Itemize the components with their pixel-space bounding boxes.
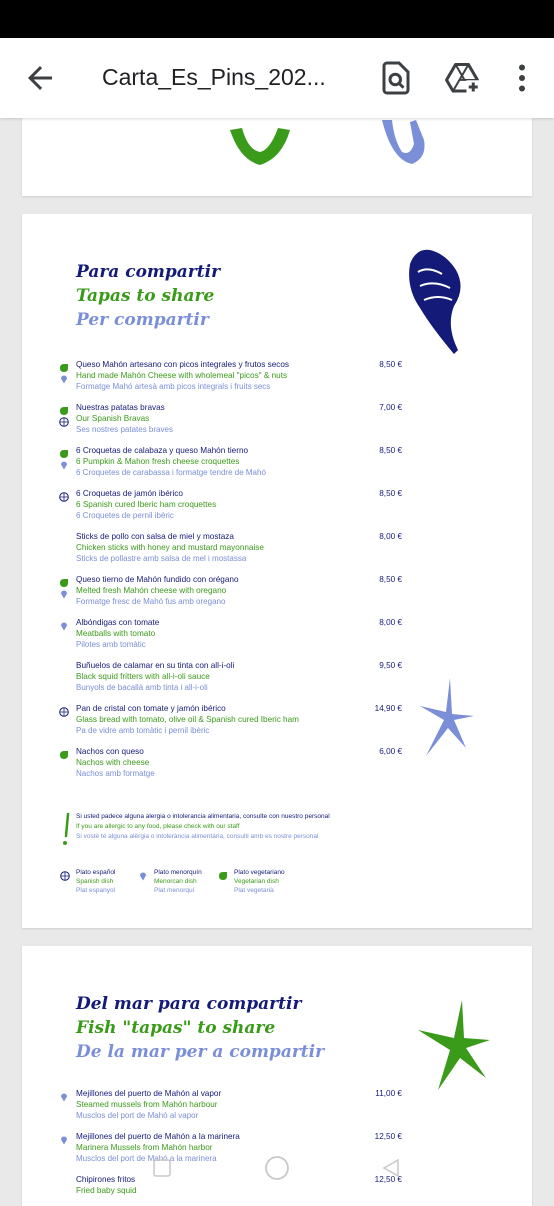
- spanish-dish-icon: [60, 868, 70, 886]
- item-name-ca: 6 Croquetes de carabassa i formatge tendre de Mahó: [76, 468, 266, 477]
- blue-brush-illustration: [372, 110, 432, 170]
- menu-item: [22, 403, 532, 443]
- item-name-en: Our Spanish Bravas: [76, 414, 150, 423]
- menorcan-dish-icon: [59, 1089, 69, 1099]
- item-name-es: Sticks de pollo con salsa de miel y mostaza: [76, 532, 234, 541]
- item-price: 12,50 €: [374, 1132, 402, 1141]
- item-name-ca: Musclos del port de Mahó a la marinera: [76, 1154, 217, 1163]
- item-name-ca: Formatge fresc de Mahó fus amb oregano: [76, 597, 226, 606]
- vegetarian-dish-icon: [59, 446, 69, 456]
- menorcan-dish-icon: [138, 868, 148, 886]
- legend-label-en: Vegetarian dish: [234, 878, 279, 885]
- item-name-ca: Nachos amb formatge: [76, 769, 155, 778]
- item-name-es: Albóndigas con tomate: [76, 618, 160, 627]
- allergy-note-en: If you are allergic to any food, please check with our staff: [76, 823, 240, 830]
- menu-item: [22, 575, 532, 615]
- legend-label-ca: Plat vegetarià: [234, 887, 274, 894]
- allergy-note-ca: Si vostè té alguna alèrgia o intolerància alimentària, consulti amb es nostre personal: [76, 833, 319, 840]
- more-options-icon[interactable]: [504, 60, 540, 96]
- item-name-en: 6 Spanish cured Iberic ham croquettes: [76, 500, 217, 509]
- section-title-es: Para compartir: [76, 262, 221, 282]
- recent-apps-icon[interactable]: [152, 1158, 172, 1178]
- menu-item: [22, 360, 532, 400]
- item-price: 9,50 €: [379, 661, 402, 670]
- item-name-ca: Formatge Mahó artesà amb picos integrals i fruits secs: [76, 382, 271, 391]
- menu-item: [22, 489, 532, 529]
- document-title: Carta_Es_Pins_202...: [102, 64, 326, 90]
- legend-label-ca: Plat menorquí: [154, 887, 195, 894]
- item-name-es: Chipirones fritos: [76, 1175, 136, 1184]
- search-in-document-icon[interactable]: [378, 60, 414, 96]
- item-price: 8,50 €: [379, 360, 402, 369]
- section-title-en: Tapas to share: [76, 286, 215, 306]
- item-name-es: Queso tierno de Mahón fundido con orégano: [76, 575, 239, 584]
- section-title-ca: Per compartir: [76, 310, 209, 330]
- item-name-en: Steamed mussels from Mahón harbour: [76, 1100, 218, 1109]
- spanish-dish-icon: [59, 704, 69, 714]
- legend-label-ca: Plat espanyol: [76, 887, 116, 894]
- item-name-en: Marinera Mussels from Mahón harbor: [76, 1143, 213, 1152]
- item-name-es: 6 Croquetas de jamón ibérico: [76, 489, 183, 498]
- item-price: 14,90 €: [374, 704, 402, 713]
- pdf-page-tapas: [22, 214, 532, 928]
- item-name-en: Nachos with cheese: [76, 758, 150, 767]
- item-price: 11,00 €: [375, 1089, 402, 1098]
- item-name-ca: Musclos del port de Mahó al vapor: [76, 1111, 199, 1120]
- item-price: 8,00 €: [379, 618, 402, 627]
- item-name-es: Queso Mahón artesano con picos integrales y frutos secos: [76, 360, 289, 369]
- item-name-en: Melted fresh Mahón cheese with oregano: [76, 586, 227, 595]
- menorcan-dish-icon: [59, 586, 69, 596]
- menorcan-dish-icon: [59, 457, 69, 467]
- item-price: 8,50 €: [379, 489, 402, 498]
- item-name-ca: 6 Croquetes de pernil ibèric: [76, 511, 174, 520]
- item-name-es: Mejillones del puerto de Mahón al vapor: [76, 1089, 222, 1098]
- legend-label-es: Plato vegetariano: [234, 869, 285, 876]
- item-price: 8,50 €: [379, 446, 402, 455]
- legend-label-es: Plato menorquín: [154, 869, 202, 876]
- section2-title-en: Fish "tapas" to share: [76, 1018, 276, 1038]
- vegetarian-dish-icon: [59, 575, 69, 585]
- item-name-en: Chicken sticks with honey and mustard mayonnaise: [76, 543, 264, 552]
- section2-title-ca: De la mar per a compartir: [76, 1042, 325, 1062]
- item-price: 8,50 €: [379, 575, 402, 584]
- home-icon[interactable]: [263, 1154, 291, 1182]
- seashell-illustration: [398, 244, 478, 360]
- legend-label-es: Plato español: [76, 869, 116, 876]
- item-name-es: 6 Croquetas de calabaza y queso Mahón tierno: [76, 446, 249, 455]
- item-name-es: Nachos con queso: [76, 747, 144, 756]
- legend-label-en: Spanish dish: [76, 878, 114, 885]
- vegetarian-dish-icon: [59, 403, 69, 413]
- item-name-en: Meatballs with tomato: [76, 629, 156, 638]
- item-name-ca: Pa de vidre amb tomàtic i pernil ibèric: [76, 726, 210, 735]
- back-arrow-icon[interactable]: [22, 60, 58, 96]
- vegetarian-dish-icon: [59, 747, 69, 757]
- item-name-es: Mejillones del puerto de Mahón a la marinera: [76, 1132, 240, 1141]
- item-name-es: Nuestras patatas bravas: [76, 403, 165, 412]
- menorcan-dish-icon: [59, 618, 69, 628]
- green-brush-illustration: [220, 110, 300, 170]
- menu-item: [22, 1089, 532, 1129]
- item-price: 7,00 €: [379, 403, 402, 412]
- app-bar: [0, 38, 554, 118]
- item-name-ca: Bunyols de bacallà amb tinta i all-i-oli: [76, 683, 208, 692]
- item-name-ca: Ses nostres patates braves: [76, 425, 173, 434]
- vegetarian-dish-icon: [59, 360, 69, 370]
- starfish-blue-illustration: [414, 676, 476, 766]
- section2-title-es: Del mar para compartir: [76, 994, 302, 1014]
- add-to-drive-icon[interactable]: [444, 60, 480, 96]
- item-name-en: Hand made Mahón Cheese with wholemeal "picos" & nuts: [76, 371, 288, 380]
- legend-label-en: Menorcan dish: [154, 878, 197, 885]
- status-bar: [0, 0, 554, 38]
- menu-item: [22, 618, 532, 658]
- menu-item: [22, 532, 532, 572]
- item-name-ca: Pilotes amb tomàtic: [76, 640, 146, 649]
- vegetarian-dish-icon: [218, 868, 228, 886]
- item-price: 12,50 €: [374, 1175, 402, 1184]
- item-price: 8,00 €: [379, 532, 402, 541]
- spanish-dish-icon: [59, 414, 69, 424]
- item-name-ca: Sticks de pollastre amb salsa de mel i mostassa: [76, 554, 247, 563]
- menu-item: [22, 446, 532, 486]
- item-name-es: Buñuelos de calamar en su tinta con all-i-oli: [76, 661, 235, 670]
- spanish-dish-icon: [59, 489, 69, 499]
- item-name-en: Fried baby squid: [76, 1186, 137, 1195]
- item-name-en: Glass bread with tomato, olive oil & Spanish cured Iberic ham: [76, 715, 299, 724]
- android-nav-bar: [0, 1140, 554, 1200]
- back-nav-icon[interactable]: [380, 1157, 402, 1179]
- starfish-green-illustration: [414, 998, 492, 1096]
- item-name-es: Pan de cristal con tomate y jamón ibérico: [76, 704, 226, 713]
- item-name-en: Black squid fritters with all-i-oli sauce: [76, 672, 210, 681]
- item-price: 6,00 €: [379, 747, 402, 756]
- item-name-en: 6 Pumpkin & Mahon fresh cheese croquettes: [76, 457, 240, 466]
- allergy-note-es: Si usted padece alguna alergia o intolerancia alimentaria, consulte con nuestro personal: [76, 813, 330, 820]
- menorcan-dish-icon: [59, 371, 69, 381]
- allergy-exclamation-icon: [60, 812, 74, 846]
